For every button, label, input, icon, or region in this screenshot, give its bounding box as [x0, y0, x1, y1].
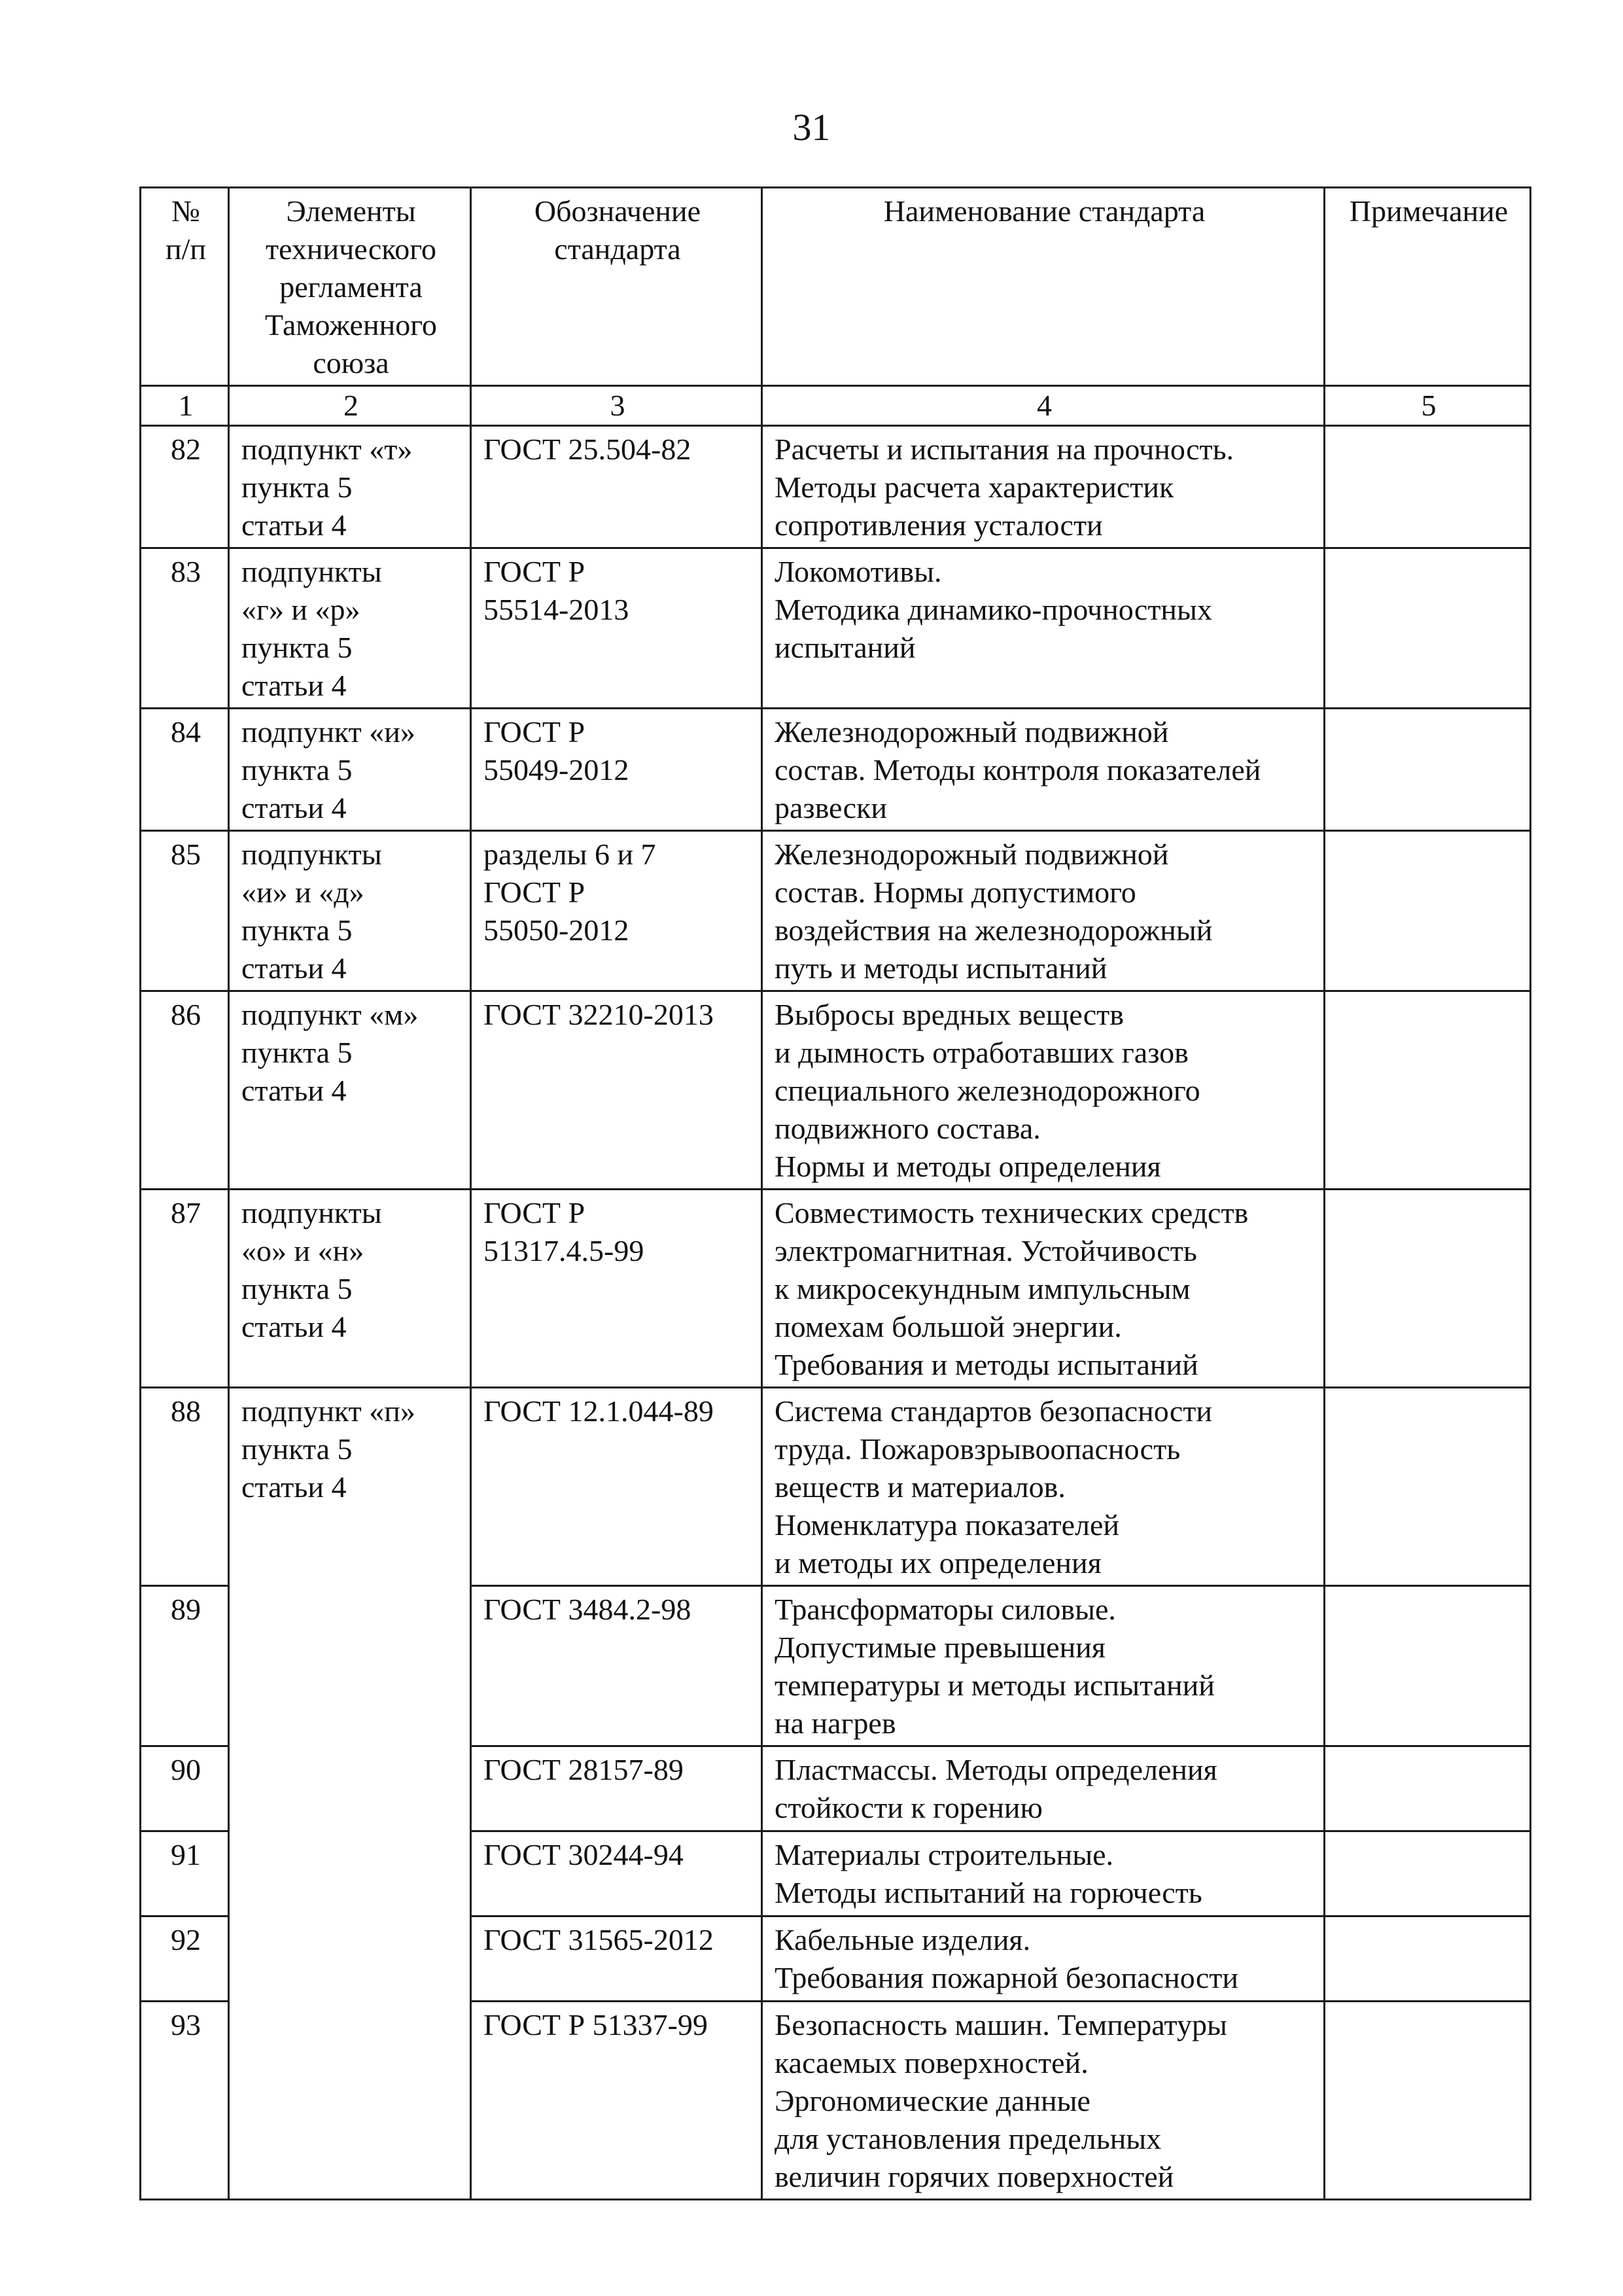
row-standard-name: Система стандартов безопасности труда. Пожаровзрывоопасность веществ и материалов. Номенклатура показателей и методы их определения — [762, 1388, 1325, 1586]
row-number: 93 — [141, 2002, 229, 2200]
row-number: 92 — [141, 1916, 229, 2002]
table-row — [141, 1190, 1531, 1388]
row-standard-name: Трансформаторы силовые. Допустимые превышения температуры и методы испытаний на нагрев — [762, 1586, 1325, 1746]
row-element: подпункты «о» и «н» пункта 5 статьи 4 — [229, 1190, 471, 1388]
row-designation: ГОСТ Р 55049-2012 — [471, 709, 762, 831]
row-number: 87 — [141, 1190, 229, 1388]
table-row — [141, 548, 1531, 709]
row-note — [1325, 1190, 1531, 1388]
row-note — [1325, 1388, 1531, 1586]
standards-table — [139, 186, 1531, 2200]
row-standard-name: Пластмассы. Методы определения стойкости к горению — [762, 1746, 1325, 1831]
header-cell-note: Примечание — [1325, 188, 1531, 386]
column-number: 2 — [229, 386, 471, 426]
row-note — [1325, 1916, 1531, 2002]
row-designation: ГОСТ 32210-2013 — [471, 991, 762, 1190]
row-standard-name: Выбросы вредных веществ и дымность отработавших газов специального железнодорожного подвижного состава. Нормы и методы определения — [762, 991, 1325, 1190]
row-designation: ГОСТ 31565-2012 — [471, 1916, 762, 2002]
table-row — [141, 709, 1531, 831]
row-designation: ГОСТ 12.1.044-89 — [471, 1388, 762, 1586]
row-number: 82 — [141, 426, 229, 548]
row-element: подпункты «г» и «р» пункта 5 статьи 4 — [229, 548, 471, 709]
row-designation: ГОСТ Р 51337-99 — [471, 2002, 762, 2200]
table-row — [141, 426, 1531, 548]
row-designation: ГОСТ 30244-94 — [471, 1831, 762, 1916]
row-number: 88 — [141, 1388, 229, 1586]
row-standard-name: Расчеты и испытания на прочность. Методы расчета характеристик сопротивления усталости — [762, 426, 1325, 548]
page-number: 31 — [792, 106, 831, 149]
column-number: 1 — [141, 386, 229, 426]
row-note — [1325, 426, 1531, 548]
row-note — [1325, 709, 1531, 831]
column-number: 4 — [762, 386, 1325, 426]
row-element: подпункты «и» и «д» пункта 5 статьи 4 — [229, 831, 471, 991]
row-number: 83 — [141, 548, 229, 709]
row-element: подпункт «т» пункта 5 статьи 4 — [229, 426, 471, 548]
row-designation: ГОСТ 28157-89 — [471, 1746, 762, 1831]
row-designation: разделы 6 и 7 ГОСТ Р 55050-2012 — [471, 831, 762, 991]
header-cell-element: Элементы технического регламента Таможенного союза — [229, 188, 471, 386]
row-note — [1325, 1831, 1531, 1916]
table-header-row — [141, 188, 1531, 386]
row-standard-name: Материалы строительные. Методы испытаний на горючесть — [762, 1831, 1325, 1916]
row-number: 90 — [141, 1746, 229, 1831]
row-standard-name: Железнодорожный подвижной состав. Нормы допустимого воздействия на железнодорожный путь и методы испытаний — [762, 831, 1325, 991]
row-note — [1325, 1586, 1531, 1746]
row-note — [1325, 2002, 1531, 2200]
table-row — [141, 991, 1531, 1190]
table-row — [141, 1388, 1531, 1586]
row-designation: ГОСТ 25.504-82 — [471, 426, 762, 548]
row-element: подпункт «и» пункта 5 статьи 4 — [229, 709, 471, 831]
row-standard-name: Локомотивы. Методика динамико-прочностных испытаний — [762, 548, 1325, 709]
row-element: подпункт «п» пункта 5 статьи 4 — [229, 1388, 471, 2200]
row-element: подпункт «м» пункта 5 статьи 4 — [229, 991, 471, 1190]
row-standard-name: Кабельные изделия. Требования пожарной безопасности — [762, 1916, 1325, 2002]
row-number: 89 — [141, 1586, 229, 1746]
header-cell-designation: Обозначение стандарта — [471, 188, 762, 386]
column-number: 5 — [1325, 386, 1531, 426]
row-note — [1325, 991, 1531, 1190]
row-designation: ГОСТ Р 55514-2013 — [471, 548, 762, 709]
row-standard-name: Безопасность машин. Температуры касаемых поверхностей. Эргономические данные для установления предельных величин горячих поверхностей — [762, 2002, 1325, 2200]
row-note — [1325, 1746, 1531, 1831]
row-note — [1325, 831, 1531, 991]
row-number: 86 — [141, 991, 229, 1190]
row-number: 85 — [141, 831, 229, 991]
row-standard-name: Железнодорожный подвижной состав. Методы контроля показателей развески — [762, 709, 1325, 831]
table-row — [141, 831, 1531, 991]
row-designation: ГОСТ 3484.2-98 — [471, 1586, 762, 1746]
column-number: 3 — [471, 386, 762, 426]
row-designation: ГОСТ Р 51317.4.5-99 — [471, 1190, 762, 1388]
row-number: 91 — [141, 1831, 229, 1916]
row-number: 84 — [141, 709, 229, 831]
row-note — [1325, 548, 1531, 709]
header-cell-name: Наименование стандарта — [762, 188, 1325, 386]
row-standard-name: Совместимость технических средств электромагнитная. Устойчивость к микросекундным импульсным помехам большой энергии. Требования и методы испытаний — [762, 1190, 1325, 1388]
header-cell-num: № п/п — [141, 188, 229, 386]
column-numbers-row — [141, 386, 1531, 426]
